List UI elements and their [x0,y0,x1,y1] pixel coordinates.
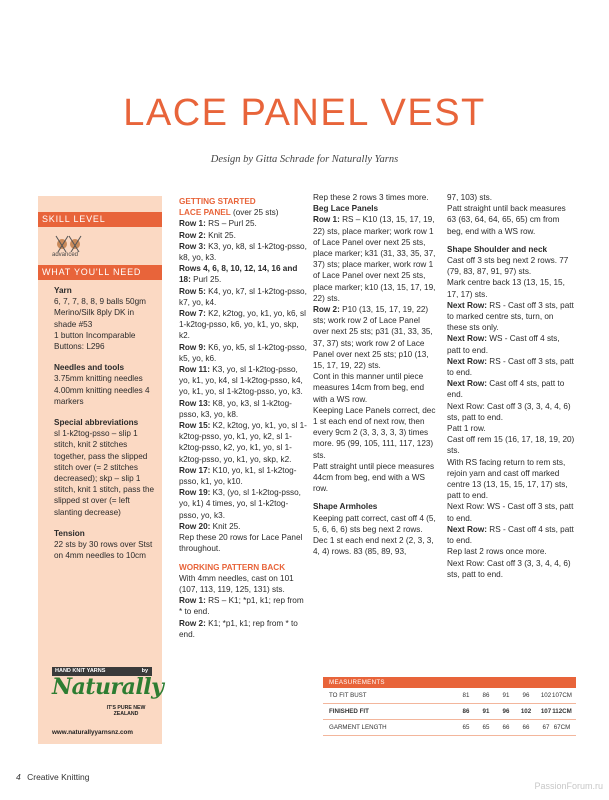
shoulder-neck-heading: Shape Shoulder and neck [447,244,548,254]
beg-lace-heading: Beg Lace Panels [313,204,379,214]
page-footer [16,772,89,782]
page-title: LACE PANEL VEST [123,92,486,134]
measurement-value: 81 [462,692,470,699]
lace-row: Rows 4, 6, 8, 10, 12, 14, 16 and 18: Purl 25. [179,264,298,285]
patt-1-row: Patt 1 row. [447,424,486,434]
measurement-value: 65 [482,724,490,731]
logo-wordmark: Naturally [52,674,164,700]
yarn-text: 6, 7, 7, 8, 8, 9 balls 50gm Merino/Silk 8ply DK in shade #53 [54,297,146,329]
next-row-4: Next Row: Cast off 4 sts, patt to end. [447,379,565,400]
armhole-dec-text: Dec 1 st each end next 2 (2, 3, 3, 4, 4) rows. 83 (85, 89, 93, [313,536,434,557]
measurement-value: 96 [522,692,530,699]
measurements-heading: MEASUREMENTS [323,677,576,688]
needles-heading: Needles and tools [54,363,125,373]
armholes-heading: Shape Armholes [313,502,378,512]
pattern-column-1 [179,196,307,640]
measurement-value: 86 [482,692,490,699]
next-row-1: Next Row: RS - Cast off 3 sts, patt to marked centre sts, turn, on these sts only. [447,300,574,333]
lace-row: Row 1: RS – Purl 25. [179,219,257,229]
measurement-value: 112CM [552,708,572,715]
armhole-cast-off-text: Keeping patt correct, cast off 4 (5, 5, 6, 6, 6) sts beg next 2 rows. [313,513,436,534]
rep-rows-text: Rep these 2 rows 3 times more. [313,193,429,202]
measurement-value: 91 [482,708,490,715]
logo-band: HAND KNIT YARNS by [52,667,152,676]
measurement-value: 86 [462,708,470,715]
lace-row: Row 9: K6, yo, k5, sl 1-k2tog-psso, k5, yo, k6. [179,342,307,363]
measurement-label: FINISHED FIT [329,708,369,715]
cast-off-rem: Cast off rem 15 (16, 17, 18, 19, 20) sts. [447,435,575,456]
lace-repeat-note: Rep these 20 rows for Lace Panel throughout. [179,533,303,554]
lace-row: Row 17: K10, yo, k1, sl 1-k2tog-psso, k1, yo, k10. [179,465,297,487]
lace-row: Row 5: K4, yo, k7, sl 1-k2tog-psso, k7, yo, k4. [179,286,307,307]
yarn-heading: Yarn [54,286,72,295]
shoulder-cast-off-text: Cast off 3 sts beg next 2 rows. 77 (79, 83, 87, 91, 97) sts. [447,256,569,277]
logo-tagline: IT'S PURE NEW ZEALAND [106,705,146,717]
tension-text: 22 sts by 30 rows over Stst on 4mm needles to 10cm [54,540,153,561]
naturally-yarns-logo [52,667,164,741]
measurement-label: TO FIT BUST [329,692,367,699]
measurement-value: 91 [502,692,510,699]
rep-last-rows: Rep last 2 rows once more. [447,547,547,557]
buttons-text: 1 button Incomparable Buttons: L296 [54,330,136,352]
publication-name: Creative Knitting [27,772,90,782]
cast-on-text: With 4mm needles, cast on 101 (107, 113, 119, 125, 131) sts. [179,573,294,594]
watermark: PassionForum.ru [534,781,603,791]
skill-level-heading: SKILL LEVEL [38,212,162,227]
measurement-value: 65 [462,724,470,731]
measurement-value: 67 [542,724,550,731]
pattern-column-2 [313,192,438,558]
rs-facing-text: With RS facing return to rem sts, rejoin yarn and cast off marked centre 13 (13, 15, 15, 17, 17) sts, patt to end. [447,457,568,501]
dec-text: Keeping Lace Panels correct, dec 1 st each end of next row, then every 9cm 2 (3, 3, 3, 3, 3) times more. 95 (99, 105, 111, 117, 123) sts. [313,405,436,460]
measurement-row [323,688,576,704]
getting-started-heading: GETTING STARTED [179,197,256,206]
knitting-needles-icon [54,232,84,254]
lace-panel-rows [179,218,307,532]
rib-row-2: Row 2: K1; *p1, k1; rep from * to end. [179,618,298,639]
rib-row-1: Row 1: RS – K1; *p1, k1; rep from * to end. [179,596,304,617]
beg-lace-row-1: Row 1: RS – K10 (13, 15, 17, 19, 22) sts, place marker; work row 1 of Lace Panel over next 25 sts, place marker; k31 (31, 33, 35, 37, 37) sts; place marker, work row 1 of Lace Panel over next 25 sts, place marker; k10 (13, 15, 17, 19, 22) sts. [313,215,436,303]
measurement-value: 66 [502,724,510,731]
measurement-value: 66 [522,724,530,731]
mark-centre-text: Mark centre back 13 (13, 15, 15, 17, 17) sts. [447,278,565,299]
final-next-row: Next Row: Cast off 3 (3, 3, 4, 4, 6) sts, patt to end. [447,558,571,579]
lace-panel-heading: LACE PANEL (over 25 sts) [179,208,279,218]
back-measure-text: Patt straight until back measures 63 (63, 64, 64, 65, 65) cm from beg, end with a WS row. [447,204,566,236]
lace-row: Row 13: K8, yo, k3, sl 1-k2tog-psso, k3, yo, k8. [179,398,292,419]
design-byline: Design by Gitta Schrade for Naturally Yarns [210,154,399,165]
sts-count-text: 97, 103) sts. [447,193,493,202]
page-number: 4 [16,772,21,782]
logo-url: www.naturallyyarnsnz.com [52,729,133,736]
patt-straight-text: Patt straight until piece measures 44cm from beg, end with a WS row. [313,461,435,494]
lace-row: Row 3: K3, yo, k8, sl 1-k2tog-psso, k8, yo, k3. [179,241,307,263]
lace-row: Row 15: K2, k2tog, yo, k1, yo, sl 1-k2tog-psso, yo, k1, yo, k2, sl 1-k2tog-psso, k2, yo, k1, yo, sl 1-k2tog-psso, yo, k1, yo, skp, k2. [179,421,307,464]
measurement-label: GARMENT LENGTH [329,724,387,731]
measurements-table [323,677,576,736]
next-row-3: Next Row: RS - Cast off 3 sts, patt to end. [447,356,574,378]
lace-row: Row 20: Knit 25. [179,521,241,531]
pattern-column-3 [447,192,575,580]
abbreviations-text: sl 1-k2tog-psso – slip 1 stitch, knit 2 stitches together, pass the slipped stitch over (= 2 stitches decreased); skp – slip 1 stitch, knit 1 stitch, pass the slipped st over (= left slanting decrease) [54,429,155,517]
lace-row: Row 7: K2, k2tog, yo, k1, yo, k6, sl 1-k2tog-psso, k6, yo, k1, yo, skp, k2. [179,309,306,341]
measurement-value: 96 [502,708,510,715]
cont-text: Cont in this manner until piece measures 14cm from beg, end with a WS row. [313,372,425,404]
beg-lace-row-2: Row 2: P10 (13, 15, 17, 19, 22) sts; work row 2 of Lace Panel over next 25 sts; p31 (31, 33, 35, 37, 37) sts; work row 2 of Lace Panel over next 25 sts; p10 (13, 15, 17, 19, 22) sts. [313,305,433,371]
measurement-value: 102 [540,692,552,699]
measurement-value: 67CM [553,724,571,731]
what-you-need-heading: WHAT YOU'LL NEED [38,265,162,280]
measurement-value: 102 [520,708,532,715]
lace-row: Row 19: K3, (yo, sl 1-k2tog-psso, yo, k1) 4 times, yo, sl 1-k2tog-psso, yo, k3. [179,488,301,520]
lace-row: Row 2: Knit 25. [179,230,236,240]
measurement-value: 107 [540,708,552,715]
tension-heading: Tension [54,528,85,538]
next-row-ws: Next Row: WS - Cast off 3 sts, patt to end. [447,502,574,523]
next-row-rs: Next Row: RS - Cast off 4 sts, patt to end. [447,524,574,546]
next-row-2: Next Row: WS - Cast off 4 sts, patt to end. [447,334,560,355]
abbreviations-heading: Special abbreviations [54,418,139,428]
measurement-row [323,720,576,736]
measurement-value: 107CM [552,692,572,699]
skill-level-value: advanced [52,252,79,258]
materials-list [54,285,158,561]
measurement-row [323,704,576,720]
lace-row: Row 11: K3, yo, sl 1-k2tog-psso, yo, k1, yo, k4, sl 1-k2tog-psso, k4, yo, k1, yo, sl 1-k2tog-psso, yo, k3. [179,365,303,397]
working-pattern-heading: WORKING PATTERN BACK [179,562,286,572]
next-row-5: Next Row: Cast off 3 (3, 3, 4, 4, 6) sts, patt to end. [447,401,571,422]
needles-text: 3.75mm knitting needles 4.00mm knitting needles 4 markers [54,374,150,406]
sidebar-panel [38,196,162,744]
